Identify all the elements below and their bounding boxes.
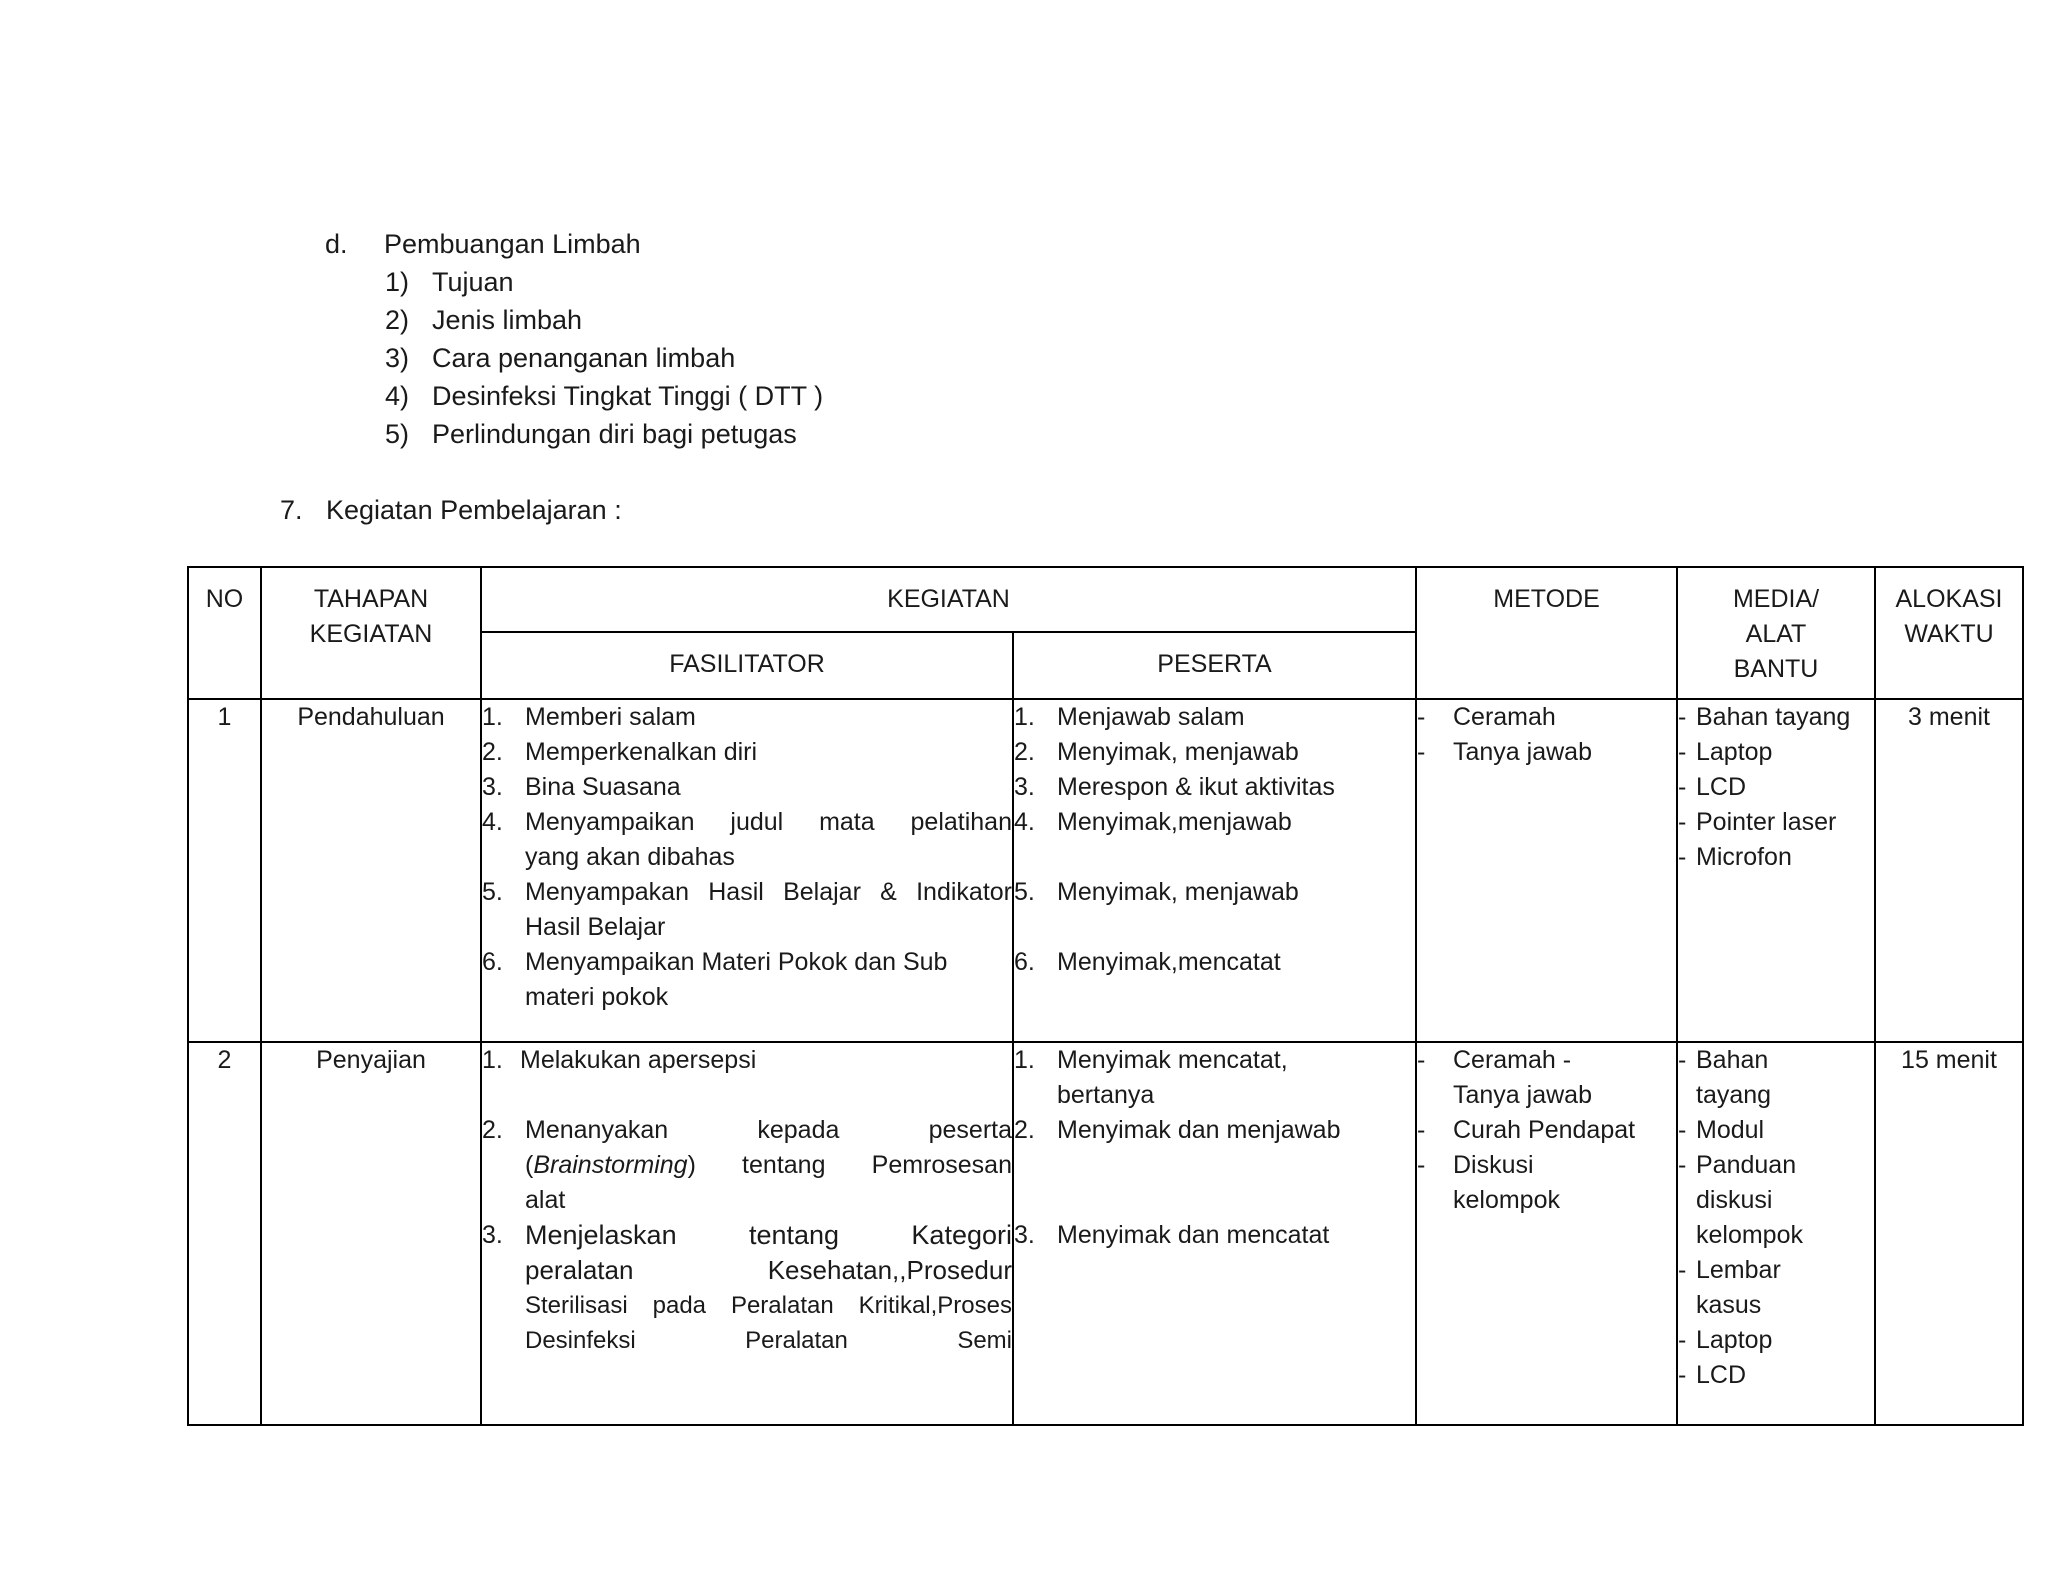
list-spacer	[482, 1078, 1012, 1113]
list-text: Bina Suasana	[525, 773, 681, 801]
list-dash: -	[1417, 703, 1426, 731]
outline-item	[385, 339, 823, 377]
header-peserta: PESERTA	[1013, 632, 1416, 699]
outline-item	[385, 263, 823, 301]
list-text	[525, 875, 1012, 945]
header-tahapan	[261, 567, 481, 699]
list-dash: -	[1678, 1361, 1687, 1389]
list-item	[1014, 1043, 1415, 1113]
list-item	[1417, 1043, 1676, 1113]
outline-item	[385, 377, 823, 415]
outline-item	[385, 415, 823, 453]
metode-cell	[1416, 1042, 1677, 1425]
list-spacer	[1014, 910, 1415, 945]
list-item	[1417, 1148, 1676, 1218]
outline-item	[385, 301, 823, 339]
list-item	[1014, 1218, 1415, 1253]
outline-item-text: Jenis limbah	[432, 305, 583, 335]
list-item	[1417, 700, 1676, 735]
outline-heading	[325, 225, 641, 263]
list-item	[482, 875, 1012, 945]
header-alokasi-text: ALOKASI WAKTU	[1895, 585, 2003, 648]
list-item	[1417, 735, 1676, 770]
header-fasilitator: FASILITATOR	[481, 632, 1013, 699]
header-media	[1677, 567, 1875, 699]
list-text	[525, 1113, 1012, 1218]
outline-item-num: 4)	[385, 381, 410, 411]
list-num: 4.	[482, 808, 503, 836]
list-dash: -	[1417, 1046, 1426, 1074]
list-dash: -	[1417, 738, 1426, 766]
list-item	[482, 945, 1012, 1015]
peserta-cell	[1013, 1042, 1416, 1425]
list-num: 4.	[1014, 808, 1035, 836]
outline-item-text: Tujuan	[432, 267, 514, 297]
list-num: 3.	[482, 1221, 503, 1249]
list-item	[482, 805, 1012, 875]
row-alokasi: 15 menit	[1875, 1042, 2023, 1425]
list-item	[482, 770, 1012, 805]
list-item	[1678, 1113, 1874, 1148]
list-item	[1014, 735, 1415, 770]
list-dash: -	[1678, 773, 1687, 801]
list-num: 6.	[482, 948, 503, 976]
list-text: Merespon & ikut aktivitas	[1057, 773, 1335, 801]
row-tahapan: Pendahuluan	[261, 699, 481, 1042]
list-item	[1014, 1113, 1415, 1148]
list-num: 2.	[482, 738, 503, 766]
outline-item-text: Desinfeksi Tingkat Tinggi ( DTT )	[432, 381, 824, 411]
list-item	[482, 1043, 1012, 1078]
header-tahapan-text: TAHAPAN KEGIATAN	[309, 585, 433, 648]
list-num: 5.	[1014, 878, 1035, 906]
list-text-line: Menyampaikan Materi Pokok dan Sub	[525, 948, 948, 976]
list-num: 1.	[482, 1046, 503, 1074]
list-text: Laptop	[1696, 1326, 1773, 1354]
header-kegiatan: KEGIATAN	[481, 567, 1416, 632]
metode-cell	[1416, 699, 1677, 1042]
header-alokasi	[1875, 567, 2023, 699]
list-text: Diskusi kelompok	[1453, 1151, 1560, 1214]
list-item	[1678, 1148, 1874, 1253]
list-item	[1678, 770, 1874, 805]
list-spacer	[1014, 1148, 1415, 1218]
list-text: Memberi salam	[525, 703, 696, 731]
list-text: Ceramah	[1453, 703, 1556, 731]
list-text: Lembar kasus	[1696, 1256, 1781, 1319]
list-text: LCD	[1696, 1361, 1747, 1389]
outline-item-text: Cara penanganan limbah	[432, 343, 736, 373]
list-text: LCD	[1696, 773, 1747, 801]
line-rest: ) tentang Pemrosesan	[687, 1151, 1012, 1179]
list-text: Modul	[1696, 1116, 1765, 1144]
list-item	[1678, 735, 1874, 770]
list-text: Microfon	[1696, 843, 1792, 871]
row-alokasi: 3 menit	[1875, 699, 2023, 1042]
list-item	[1678, 1358, 1874, 1393]
list-dash: -	[1678, 808, 1687, 836]
list-text: Ceramah - Tanya jawab	[1453, 1046, 1592, 1109]
list-dash: -	[1678, 843, 1687, 871]
section-number: 7.	[280, 495, 303, 525]
list-text-line: Sterilisasi pada Peralatan Kritikal,Proses	[525, 1292, 1012, 1319]
list-num: 1.	[482, 703, 503, 731]
list-text: Menyimak, menjawab	[1057, 878, 1299, 906]
list-item	[1014, 770, 1415, 805]
outline-item-num: 5)	[385, 419, 410, 449]
list-dash: -	[1678, 738, 1687, 766]
fasilitator-cell	[481, 699, 1013, 1042]
list-text	[525, 805, 1012, 875]
list-text: Menyimak, menjawab	[1057, 738, 1299, 766]
list-dash: -	[1678, 1326, 1687, 1354]
list-text: Menyimak dan mencatat	[1057, 1221, 1330, 1249]
list-item	[1678, 1253, 1874, 1323]
list-item	[1014, 945, 1415, 980]
list-item	[482, 735, 1012, 770]
outline-letter: d.	[325, 229, 348, 259]
list-num: 2.	[1014, 1116, 1035, 1144]
list-item	[1014, 805, 1415, 840]
outline-item-num: 1)	[385, 267, 410, 297]
section-heading	[280, 491, 622, 529]
list-text	[525, 945, 1012, 1015]
list-text-line: Desinfeksi Peralatan Semi	[525, 1327, 1012, 1354]
section-title: Kegiatan Pembelajaran :	[326, 495, 622, 525]
outline-title: Pembuangan Limbah	[384, 229, 641, 259]
header-metode: METODE	[1416, 567, 1677, 699]
list-text: Menyimak,mencatat	[1057, 948, 1281, 976]
list-dash: -	[1678, 703, 1687, 731]
list-text: Pointer laser	[1696, 808, 1837, 836]
list-item	[1678, 840, 1874, 875]
list-text: Curah Pendapat	[1453, 1116, 1636, 1144]
fasilitator-cell	[481, 1042, 1013, 1425]
list-item	[1678, 805, 1874, 840]
list-item	[1678, 1323, 1874, 1358]
list-text: Menjawab salam	[1057, 703, 1245, 731]
list-num: 5.	[482, 878, 503, 906]
list-item	[1014, 700, 1415, 735]
list-item	[1678, 1043, 1874, 1113]
list-text	[525, 1218, 1012, 1358]
list-item	[482, 1113, 1012, 1218]
outline-item-num: 3)	[385, 343, 410, 373]
list-num: 6.	[1014, 948, 1035, 976]
list-text: Panduan diskusi kelompok	[1696, 1151, 1803, 1249]
list-dash: -	[1678, 1046, 1687, 1074]
list-text: Tanya jawab	[1453, 738, 1592, 766]
list-spacer	[1014, 840, 1415, 875]
outline-subitems	[385, 263, 823, 453]
table-row	[188, 1042, 2023, 1425]
list-num: 3.	[482, 773, 503, 801]
list-text: Bahan tayang	[1696, 703, 1851, 731]
outline-item-num: 2)	[385, 305, 410, 335]
peserta-cell	[1013, 699, 1416, 1042]
list-dash: -	[1678, 1116, 1687, 1144]
list-text: Laptop	[1696, 738, 1773, 766]
row-tahapan: Penyajian	[261, 1042, 481, 1425]
table-row	[188, 699, 2023, 1042]
list-item	[1678, 700, 1874, 735]
list-text-line: materi pokok	[525, 983, 669, 1011]
list-num: 1.	[1014, 703, 1035, 731]
media-cell	[1677, 699, 1875, 1042]
header-media-text: MEDIA/ ALAT BANTU	[1732, 585, 1820, 683]
list-dash: -	[1417, 1116, 1426, 1144]
list-dash: -	[1417, 1151, 1426, 1179]
list-text-line: Menyampakan Hasil Belajar & Indikator	[525, 878, 1012, 906]
list-text-line: Hasil Belajar	[525, 913, 666, 941]
list-item	[482, 1218, 1012, 1358]
row-number: 1	[188, 699, 261, 1042]
list-text: Melakukan apersepsi	[520, 1046, 757, 1074]
paren-open: (	[525, 1151, 534, 1179]
list-text: Menyimak mencatat, bertanya	[1057, 1046, 1288, 1109]
list-text-line: alat	[525, 1186, 566, 1214]
media-cell	[1677, 1042, 1875, 1425]
row-number: 2	[188, 1042, 261, 1425]
learning-activities-table	[187, 566, 2024, 1426]
list-item	[1014, 875, 1415, 910]
list-text-line: Menyampaikan judul mata pelatihan	[525, 808, 1012, 836]
italic-term: Brainstorming	[533, 1151, 688, 1179]
list-item	[1417, 1113, 1676, 1148]
outline-item-text: Perlindungan diri bagi petugas	[432, 419, 797, 449]
list-text-line: yang akan dibahas	[525, 843, 735, 871]
list-num: 3.	[1014, 773, 1035, 801]
list-num: 2.	[1014, 738, 1035, 766]
list-dash: -	[1678, 1256, 1687, 1284]
list-text: Menyimak,menjawab	[1057, 808, 1292, 836]
list-text: Memperkenalkan diri	[525, 738, 758, 766]
list-text-line	[525, 1148, 1012, 1183]
list-text: Bahan tayang	[1696, 1046, 1772, 1109]
list-text-line: Menanyakan kepada peserta	[525, 1116, 1012, 1144]
list-text: Menyimak dan menjawab	[1057, 1116, 1341, 1144]
list-num: 2.	[482, 1116, 503, 1144]
list-num: 3.	[1014, 1221, 1035, 1249]
list-item	[482, 700, 1012, 735]
list-num: 1.	[1014, 1046, 1035, 1074]
list-dash: -	[1678, 1151, 1687, 1179]
list-text-line: peralatan Kesehatan,,Prosedur	[525, 1255, 1012, 1285]
header-no: NO	[188, 567, 261, 699]
list-text-line: Menjelaskan tentang Kategori	[525, 1220, 1012, 1250]
